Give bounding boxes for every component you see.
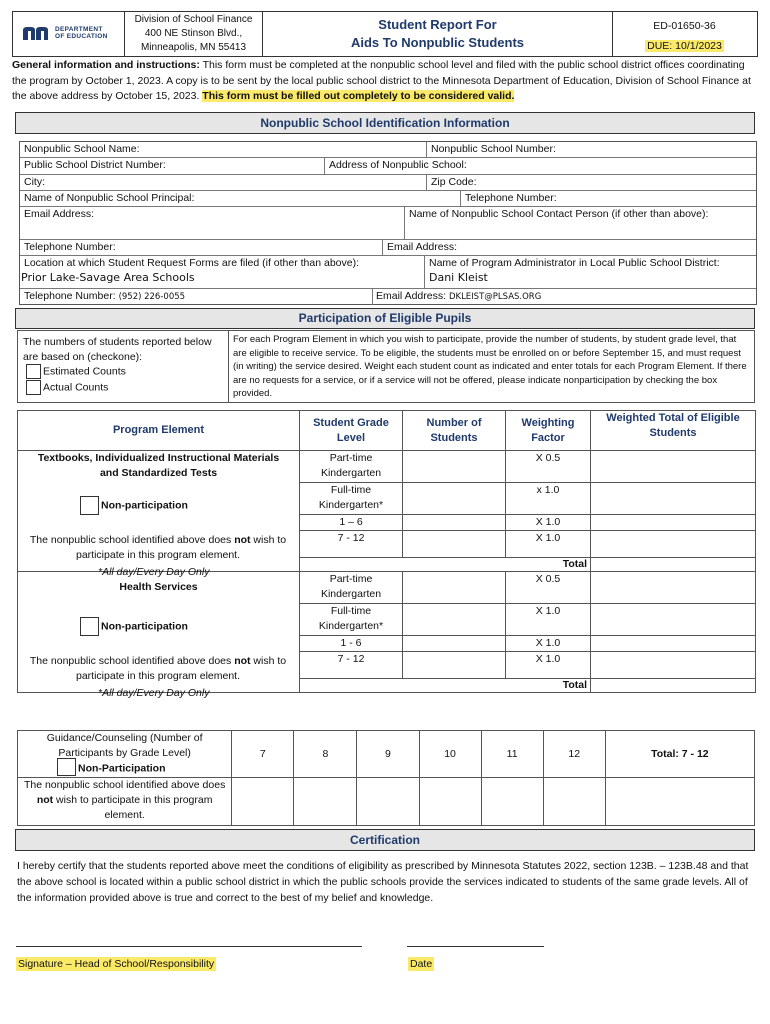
health-count-ft-k[interactable]	[403, 604, 506, 636]
textbooks-factor-1-6: X 1.0	[506, 515, 591, 531]
health-nonparticipation[interactable]	[80, 617, 188, 636]
textbooks-nonparticipation-label: Non-participation	[101, 499, 188, 512]
guidance-total-label: Total: 7 - 12	[605, 731, 754, 778]
textbooks-total-value[interactable]	[591, 558, 756, 572]
signature-line[interactable]	[16, 946, 362, 947]
not-text-b: wish to participate in this program element.	[53, 794, 213, 821]
principal-field[interactable]: Name of Nonpublic School Principal:	[24, 192, 195, 204]
textbooks-all-day-note: *All day/Every Day Only	[98, 566, 210, 578]
health-weighted-1-6[interactable]	[591, 636, 756, 652]
health-grade-7-12: 7 - 12	[300, 652, 403, 679]
city-field[interactable]: City:	[24, 176, 45, 188]
actual-checkbox[interactable]	[26, 380, 41, 395]
district-number-field[interactable]: Public School District Number:	[24, 159, 166, 171]
certification-section-title: Certification	[15, 829, 755, 851]
admin-telephone-value: (952) 226-0055	[118, 292, 186, 302]
health-weighted-pt-k[interactable]	[591, 572, 756, 604]
health-factor-1-6: X 1.0	[506, 636, 591, 652]
estimated-checkbox[interactable]	[26, 364, 41, 379]
health-count-pt-k[interactable]	[403, 572, 506, 604]
health-nonparticipation-checkbox[interactable]	[80, 617, 99, 636]
date-line[interactable]	[407, 946, 544, 947]
location-label: Location at which Student Request Forms are filed (if other than above):	[24, 257, 360, 269]
health-total-value[interactable]	[591, 679, 756, 693]
health-factor-ft-k: X 1.0	[506, 604, 591, 636]
school-address-field[interactable]: Address of Nonpublic School:	[329, 159, 467, 171]
admin-email[interactable]	[376, 290, 541, 302]
textbooks-grade-1-6: 1 – 6	[300, 515, 403, 531]
instructions-highlight: This form must be filled out completely to be considered valid.	[202, 90, 515, 102]
estimated-counts-option[interactable]	[26, 364, 126, 379]
title-line-1: Student Report For	[378, 17, 497, 32]
textbooks-not-participate-text	[20, 533, 296, 563]
textbooks-weighted-7-12[interactable]	[591, 531, 756, 558]
guidance-grade-11: 11	[481, 731, 543, 778]
certification-text: I hereby certify that the students reported above meet the conditions of eligibility as prescribed by Minnesota Statutes 2022, section 123B. – 123B.48 and that the above school is located within a public school district in which the public schools provide the services indicated to students of the same grade levels. All of the information provided above is true and correct to the best of my belief and knowledge.	[17, 860, 749, 904]
actual-label: Actual Counts	[43, 381, 109, 394]
date-label: Date	[410, 958, 433, 970]
mde-logo-mark-icon	[22, 25, 50, 41]
guidance-table	[17, 730, 755, 826]
not-text-a: The nonpublic school identified above does	[23, 779, 226, 791]
admin-telephone[interactable]	[24, 290, 185, 302]
guidance-grade-12: 12	[543, 731, 605, 778]
title-line-2: Aids To Nonpublic Students	[350, 35, 525, 50]
participation-box	[17, 330, 755, 403]
health-grade-pt-k: Part-time Kindergarten	[300, 572, 403, 604]
logo-line-1: DEPARTMENT	[55, 26, 103, 33]
school-name-field[interactable]: Nonpublic School Name:	[24, 143, 140, 155]
logo-line-2: OF EDUCATION	[55, 33, 108, 40]
due-date: DUE: 10/1/2023	[647, 40, 722, 52]
health-total-label: Total	[300, 679, 591, 693]
program-table	[17, 410, 756, 699]
header-weighted-total: Weighted Total of Eligible Students	[591, 411, 756, 451]
health-grade-ft-k: Full-time Kindergarten*	[300, 604, 403, 636]
textbooks-element-cell	[18, 451, 300, 578]
division-address	[125, 13, 262, 55]
form-title	[263, 16, 612, 52]
email-field[interactable]: Email Address:	[24, 208, 95, 220]
guidance-label-cell	[18, 731, 232, 778]
health-grade-1-6: 1 - 6	[300, 636, 403, 652]
health-factor-pt-k: X 0.5	[506, 572, 591, 604]
health-count-1-6[interactable]	[403, 636, 506, 652]
guidance-grade-9: 9	[357, 731, 419, 778]
textbooks-weighted-1-6[interactable]	[591, 515, 756, 531]
instructions-text: This form must be completed at the nonpublic school level and filed with the public school district offices coordinating the program by October 1, 2023. A copy is to be sent by the local public school district to the Minnesota Department of Education, Division of School Finance at the above address by October 15, 2023.	[12, 59, 751, 102]
textbooks-title: Textbooks, Individualized Instructional Materials and Standardized Tests	[37, 452, 280, 479]
header-program-element: Program Element	[18, 411, 300, 451]
signature-label: Signature – Head of School/Responsibility	[18, 958, 215, 970]
telephone-field[interactable]: Telephone Number:	[465, 192, 557, 204]
health-weighted-ft-k[interactable]	[591, 604, 756, 636]
address-line-2: 400 NE Stinson Blvd.,	[144, 28, 243, 39]
health-element-cell	[18, 572, 300, 699]
header-number-students: Number of Students	[403, 411, 506, 451]
textbooks-count-ft-k[interactable]	[403, 483, 506, 515]
textbooks-factor-7-12: X 1.0	[506, 531, 591, 558]
textbooks-grade-ft-k: Full-time Kindergarten*	[300, 483, 403, 515]
health-weighted-7-12[interactable]	[591, 652, 756, 679]
address-line-3: Minneapolis, MN 55413	[140, 42, 247, 53]
estimated-label: Estimated Counts	[43, 365, 126, 378]
textbooks-count-1-6[interactable]	[403, 515, 506, 531]
health-count-7-12[interactable]	[403, 652, 506, 679]
basis-label: The numbers of students reported below are based on (checkone):	[23, 336, 212, 363]
admin-telephone-label: Telephone Number:	[24, 290, 116, 302]
guidance-count-9[interactable]	[357, 778, 419, 826]
guidance-grade-8: 8	[294, 731, 357, 778]
admin-label: Name of Program Administrator in Local Public School District:	[429, 257, 720, 269]
general-instructions	[12, 58, 762, 105]
admin-email-label: Email Address:	[376, 290, 447, 302]
not-text-b: wish to participate in this program element.	[76, 534, 287, 561]
mde-logo	[22, 25, 50, 46]
health-nonparticipation-label: Non-participation	[101, 620, 188, 633]
participation-section-title: Participation of Eligible Pupils	[15, 308, 755, 329]
form-id: ED-01650-36	[653, 20, 716, 32]
guidance-count-12[interactable]	[543, 778, 605, 826]
guidance-count-10[interactable]	[419, 778, 481, 826]
guidance-nonparticipation-label: Non-Participation	[78, 762, 166, 775]
contact-email-field[interactable]: Email Address:	[387, 241, 458, 253]
textbooks-factor-ft-k: x 1.0	[506, 483, 591, 515]
admin-email-value: DKLEIST@PLSAS.ORG	[448, 292, 542, 302]
guidance-not-participate-text	[18, 778, 232, 826]
guidance-total-value[interactable]	[605, 778, 754, 826]
address-line-1: Division of School Finance	[134, 14, 253, 25]
health-all-day-note: *All day/Every Day Only	[98, 687, 210, 699]
identification-grid	[19, 141, 757, 305]
not-text-b: wish to participate in this program element.	[76, 655, 287, 682]
not-text-bold: not	[36, 794, 54, 806]
not-text-a: The nonpublic school identified above does	[29, 534, 235, 546]
textbooks-nonparticipation[interactable]	[80, 496, 188, 515]
contact-person-field[interactable]: Name of Nonpublic School Contact Person (if other than above):	[409, 208, 709, 220]
guidance-grade-10: 10	[419, 731, 481, 778]
zip-field[interactable]: Zip Code:	[431, 176, 477, 188]
health-not-participate-text	[20, 654, 296, 684]
textbooks-count-pt-k[interactable]	[403, 451, 506, 483]
not-text-bold: not	[234, 655, 251, 667]
guidance-count-7[interactable]	[232, 778, 294, 826]
header-weighting-factor: Weighting Factor	[506, 411, 591, 451]
guidance-label: Guidance/Counseling (Number of Participants by Grade Level)	[46, 732, 203, 759]
header-grade-level: Student Grade Level	[300, 411, 403, 451]
health-title: Health Services	[119, 581, 198, 593]
textbooks-grade-7-12: 7 - 12	[300, 531, 403, 558]
textbooks-count-7-12[interactable]	[403, 531, 506, 558]
logo-text	[55, 26, 108, 40]
due-date-badge	[613, 40, 756, 52]
guidance-grade-7: 7	[232, 731, 294, 778]
guidance-count-8[interactable]	[294, 778, 357, 826]
signature-label-wrap	[16, 958, 216, 970]
guidance-nonparticipation-checkbox[interactable]	[57, 758, 76, 776]
actual-counts-option[interactable]	[26, 380, 108, 395]
textbooks-weighted-ft-k[interactable]	[591, 483, 756, 515]
health-factor-7-12: X 1.0	[506, 652, 591, 679]
date-label-wrap	[408, 958, 434, 970]
identification-section-title: Nonpublic School Identification Information	[15, 112, 755, 134]
school-number-field[interactable]: Nonpublic School Number:	[431, 143, 556, 155]
not-text-bold: not	[234, 534, 251, 546]
instructions-label: General information and instructions:	[12, 59, 200, 71]
contact-telephone-field[interactable]: Telephone Number:	[24, 241, 116, 253]
guidance-nonparticipation[interactable]	[21, 761, 228, 776]
guidance-count-11[interactable]	[481, 778, 543, 826]
textbooks-weighted-pt-k[interactable]	[591, 451, 756, 483]
participation-instructions: For each Program Element in which you wish to participate, provide the number of students, by student grade level, that are eligible to receive service. To be eligible, the students must be enrolled on or before September 15, and must request (in writing) the service desired. Weight each student count as indicated and enter totals for each Program Element. If there are no requests for a service, or if a service will not be offered, please indicate nonparticipation by checking the box provided.	[233, 334, 747, 399]
textbooks-factor-pt-k: X 0.5	[506, 451, 591, 483]
textbooks-grade-pt-k: Part-time Kindergarten	[300, 451, 403, 483]
textbooks-total-label: Total	[300, 558, 591, 572]
admin-value[interactable]: Dani Kleist	[429, 271, 488, 284]
textbooks-nonparticipation-checkbox[interactable]	[80, 496, 99, 515]
location-value[interactable]: Prior Lake-Savage Area Schools	[21, 271, 195, 284]
not-text-a: The nonpublic school identified above does	[29, 655, 235, 667]
